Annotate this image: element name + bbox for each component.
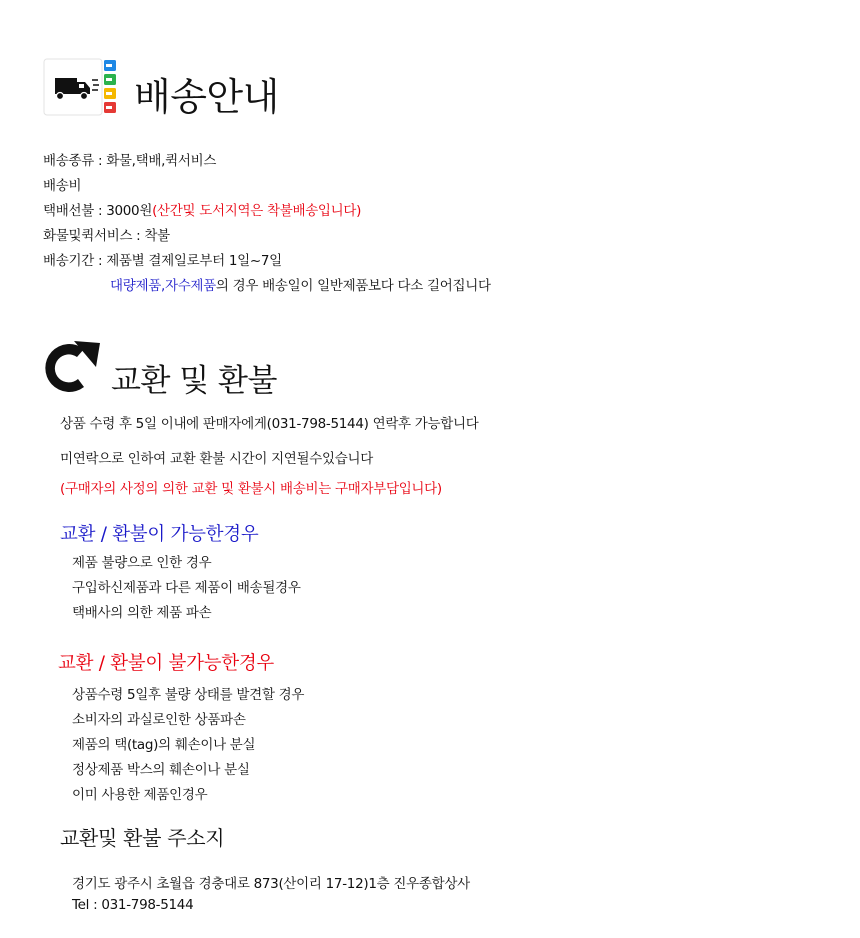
list-item: 상품수령 5일후 불량 상태를 발견할 경우 bbox=[72, 687, 305, 703]
list-item: 소비자의 과실로인한 상품파손 bbox=[72, 712, 246, 728]
shipping-title: 배송안내 bbox=[134, 75, 279, 119]
freight-quick-line: 화물및퀵서비스 : 착불 bbox=[43, 228, 170, 244]
list-item: 제품의 택(tag)의 훼손이나 분실 bbox=[72, 737, 256, 753]
courier-fee: 택배선불 : 3000원 bbox=[43, 203, 153, 219]
shipping-types: 배송종류 : 화물,택배,퀵서비스 bbox=[43, 153, 217, 169]
return-arrow-icon bbox=[44, 337, 102, 395]
delay-line: 미연락으로 인하여 교환 환불 시간이 지연될수있습니다 bbox=[60, 451, 373, 467]
list-item: 구입하신제품과 다른 제품이 배송될경우 bbox=[72, 580, 301, 596]
buyer-fee-line: (구매자의 사정의 의한 교환 및 환불시 배송비는 구매자부담입니다) bbox=[60, 481, 442, 497]
courier-fee-line bbox=[43, 199, 361, 219]
shipping-period: 배송기간 : 제품별 결제일로부터 1일~7일 bbox=[43, 253, 282, 269]
list-item: 정상제품 박스의 훼손이나 분실 bbox=[72, 762, 250, 778]
list-item: 제품 불량으로 인한 경우 bbox=[72, 555, 212, 571]
contact-line: 상품 수령 후 5일 이내에 판매자에게(031-798-5144) 연락후 가능합니다 bbox=[60, 416, 479, 432]
courier-fee-note: (산간및 도서지역은 착불배송입니다) bbox=[152, 203, 362, 219]
delivery-truck-icon bbox=[43, 58, 119, 116]
bulk-custom-line bbox=[110, 274, 491, 294]
exchange-title: 교환 및 환불 bbox=[111, 363, 277, 399]
tel-line: Tel : 031-798-5144 bbox=[72, 897, 194, 913]
address-heading: 교환및 환불 주소지 bbox=[60, 826, 225, 850]
bulk-custom-note: 의 경우 배송일이 일반제품보다 다소 길어집니다 bbox=[215, 278, 491, 294]
impossible-heading: 교환 / 환불이 불가능한경우 bbox=[58, 653, 274, 674]
list-item: 택배사의 의한 제품 파손 bbox=[72, 605, 212, 621]
list-item: 이미 사용한 제품인경우 bbox=[72, 787, 208, 803]
address-line: 경기도 광주시 초월읍 경충대로 873(산이리 17-12)1층 진우종합상사 bbox=[72, 876, 470, 892]
shipping-fee-label: 배송비 bbox=[43, 178, 82, 194]
possible-heading: 교환 / 환불이 가능한경우 bbox=[60, 524, 259, 545]
bulk-custom-products: 대량제품,자수제품 bbox=[110, 278, 216, 294]
